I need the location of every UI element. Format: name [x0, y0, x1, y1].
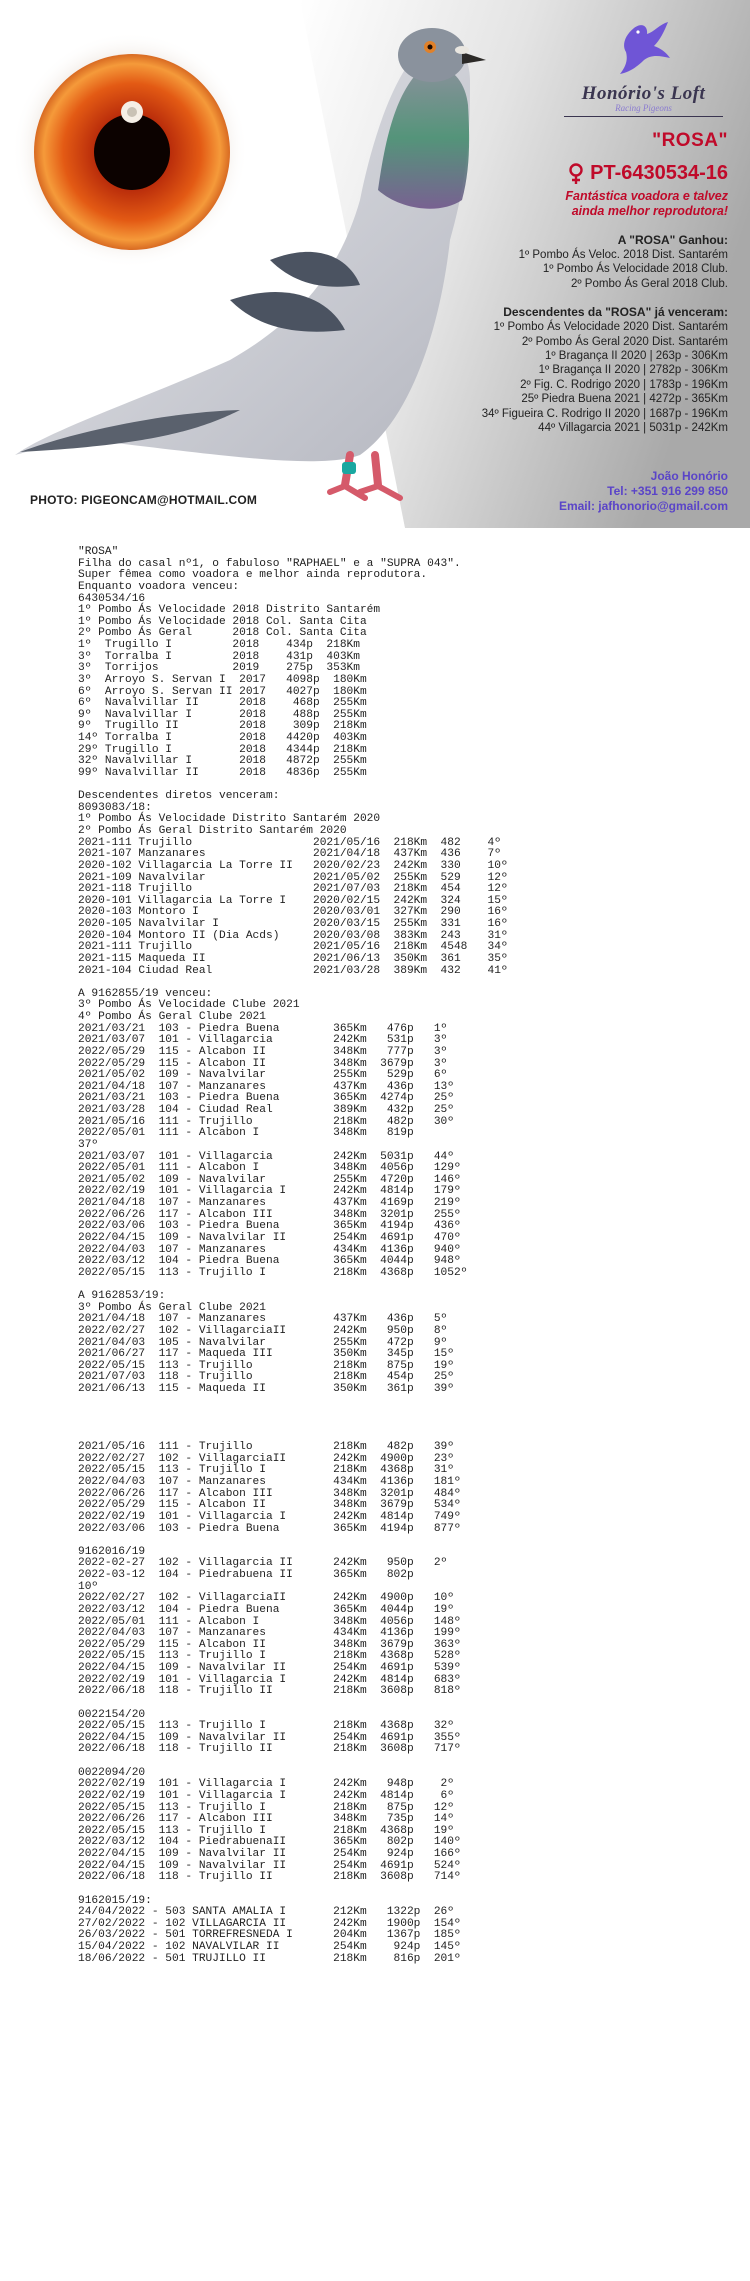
pedigree-line: 2022/04/03 107 - Manzanares 434Km 4136p 199º: [78, 1627, 461, 1640]
descendants-list: [398, 320, 728, 435]
pedigree-line: 14º Torralba I 2018 4420p 403Km: [78, 732, 367, 744]
pedigree-line: 2021-107 Manzanares 2021/04/18 437Km 436 7º: [78, 848, 501, 861]
won-list: [398, 248, 728, 291]
logo-subtitle: Racing Pigeons: [615, 103, 672, 113]
pedigree-line: 2022/02/27 102 - VillagarciaII 242Km 4900p 23º: [78, 1452, 454, 1465]
pedigree-line: 2021/06/13 115 - Maqueda II 350Km 361p 39º: [78, 1383, 454, 1395]
pedigree-line: 0022094/20: [78, 1766, 146, 1779]
pedigree-line: 2021/04/18 107 - Manzanares 437Km 4169p 219º: [78, 1197, 461, 1209]
pedigree-line: 37º: [78, 1138, 99, 1151]
pedigree-line: 2022/03/12 104 - Piedra Buena 365Km 4044p 948º: [78, 1255, 461, 1268]
pedigree-line: 2022/05/01 111 - Alcabon I 348Km 4056p 129º: [78, 1162, 461, 1175]
pedigree-line: 2021/07/03 118 - Trujillo 218Km 454p 25º: [78, 1371, 454, 1384]
pedigree-line: 2021/04/03 105 - Navalvilar 255Km 472p 9º: [78, 1336, 448, 1349]
pedigree-line: 2022/06/26 117 - Alcabon III 348Km 3201p 484º: [78, 1487, 461, 1500]
pedigree-line: 10º: [78, 1580, 99, 1593]
pedigree-line: [78, 1756, 508, 1768]
pedigree-line: 29º Trugillo I 2018 4344p 218Km: [78, 743, 367, 756]
pedigree-line: 2021-118 Trujillo 2021/07/03 218Km 454 12º: [78, 883, 508, 896]
pedigree-line: 2021/03/21 103 - Piedra Buena 365Km 4274p 25º: [78, 1092, 454, 1105]
pedigree-line: 3º Torralba I 2018 431p 403Km: [78, 650, 360, 663]
pedigree-line: 2022/06/26 117 - Alcabon III 348Km 735p 14º: [78, 1813, 454, 1826]
pedigree-line: 2020-104 Montoro II (Dia Acds) 2020/03/08 383Km 243 31º: [78, 929, 508, 942]
ring-number: PT-6430534-16: [590, 162, 728, 184]
pedigree-line: 2022/02/27 102 - VillagarciaII 242Km 4900p 10º: [78, 1592, 454, 1605]
pedigree-line: [78, 1698, 508, 1710]
pedigree-line: Filha do casal nº1, o fabuloso "RAPHAEL" e a "SUPRA 043".: [78, 557, 461, 570]
pedigree-line: 2021-111 Trujillo 2021/05/16 218Km 482 4º: [78, 836, 501, 849]
pedigree-line: 3º Arroyo S. Servan I 2017 4098p 180Km: [78, 673, 367, 686]
pedigree-line: 2022/03/06 103 - Piedra Buena 365Km 4194p 877º: [78, 1522, 461, 1535]
pedigree-line: 4º Pombo Ás Geral Clube 2021: [78, 1011, 266, 1023]
pedigree-line: 2022/04/15 109 - Navalvilar II 254Km 4691p 539º: [78, 1662, 461, 1674]
pedigree-line: 2022/06/18 118 - Trujillo II 218Km 3608p 714º: [78, 1871, 461, 1884]
pedigree-line: 1º Pombo Ás Velocidade 2018 Distrito Santarém: [78, 604, 381, 617]
pedigree-line: 24/04/2022 - 503 SANTA AMALIA I 212Km 1322p 26º: [78, 1906, 454, 1919]
logo-underline: [564, 116, 723, 117]
pedigree-line: [78, 977, 508, 989]
pedigree-line: 2º Pombo Ás Geral Distrito Santarém 2020: [78, 825, 347, 837]
pedigree-line: 2022-02-27 102 - Villagarcia II 242Km 950p 2º: [78, 1557, 448, 1570]
pedigree-line: 2021/03/07 101 - Villagarcia 242Km 5031p 44º: [78, 1150, 454, 1163]
pedigree-line: 2022/02/19 101 - Villagarcia I 242Km 4814p 683º: [78, 1673, 461, 1686]
pedigree-line: 15/04/2022 - 102 NAVALVILAR II 254Km 924p 145º: [78, 1941, 461, 1953]
contact-email: Email: jafhonorio@gmail.com: [558, 499, 728, 513]
pedigree-line: 2020-101 Villagarcia La Torre I 2020/02/15 242Km 324 15º: [78, 894, 508, 907]
pedigree-line: 9162016/19: [78, 1545, 146, 1558]
pedigree-line: Enquanto voadora venceu:: [78, 580, 240, 593]
pedigree-line: [78, 1535, 508, 1547]
pedigree-line: 2021/05/02 109 - Navalvilar 255Km 4720p 146º: [78, 1173, 461, 1186]
pedigree-line: Super fêmea como voadora e melhor ainda reprodutora.: [78, 569, 428, 582]
pedigree-line: 2022/04/03 107 - Manzanares 434Km 4136p 181º: [78, 1476, 461, 1488]
pedigree-line: 2021/06/27 117 - Maqueda III 350Km 345p 15º: [78, 1348, 454, 1361]
pedigree-line: 2022-03-12 104 - Piedrabuena II 365Km 802p: [78, 1569, 414, 1581]
won-line: 1º Pombo Ás Veloc. 2018 Dist. Santarém: [518, 249, 728, 261]
pedigree-line: 2022/02/19 101 - Villagarcia I 242Km 4814p 179º: [78, 1185, 461, 1198]
descendant-line: 44º Villagarcia 2021 | 5031p - 242Km: [538, 422, 728, 435]
pedigree-line: 9º Trugillo II 2018 309p 218Km: [78, 720, 367, 733]
pedigree-line: 2021/05/16 111 - Trujillo 218Km 482p 30º: [78, 1115, 454, 1128]
pedigree-line: 2022/02/19 101 - Villagarcia I 242Km 948p 2º: [78, 1778, 454, 1791]
descendant-line: 2º Pombo Ás Geral 2020 Dist. Santarém: [521, 335, 728, 348]
pedigree-text: [78, 547, 508, 1965]
pedigree-line: 2022/05/15 113 - Trujillo I 218Km 4368p 31º: [78, 1464, 454, 1477]
pedigree-line: 2021/05/16 111 - Trujillo 218Km 482p 39º: [78, 1441, 454, 1454]
tagline-line: Fantástica voadora e talvez: [565, 189, 728, 203]
pedigree-line: 2022/05/29 115 - Alcabon II 348Km 3679p 534º: [78, 1499, 461, 1512]
pedigree-line: 2022/02/19 101 - Villagarcia I 242Km 4814p 6º: [78, 1789, 454, 1802]
contact-name: João Honório: [650, 469, 728, 483]
pedigree-line: 2022/02/19 101 - Villagarcia I 242Km 4814p 749º: [78, 1510, 461, 1523]
pedigree-line: 2022/03/06 103 - Piedra Buena 365Km 4194p 436º: [78, 1220, 461, 1233]
won-line: 1º Pombo Ás Velocidade 2018 Club.: [542, 263, 728, 276]
pedigree-line: 2022/06/18 118 - Trujillo II 218Km 3608p 818º: [78, 1685, 461, 1698]
pedigree-line: 2021/03/21 103 - Piedra Buena 365Km 476p 1º: [78, 1022, 448, 1035]
logo-title: Honório's Loft: [581, 83, 706, 104]
pedigree-line: 6º Navalvillar II 2018 468p 255Km: [78, 697, 367, 710]
pedigree-line: 1º Pombo Ás Velocidade 2018 Col. Santa Cita: [78, 615, 367, 628]
pedigree-line: Descendentes diretos venceram:: [78, 790, 280, 803]
header-card: [0, 0, 750, 528]
pedigree-line: 9º Navalvillar I 2018 488p 255Km: [78, 708, 367, 721]
pedigree-line: 3º Pombo Ás Geral Clube 2021: [78, 1301, 266, 1314]
pedigree-line: 2022/05/01 111 - Alcabon I 348Km 819p: [78, 1127, 414, 1140]
pedigree-line: 2022/05/15 113 - Trujillo 218Km 875p 19º: [78, 1359, 454, 1372]
pedigree-line: 3º Pombo Ás Velocidade Clube 2021: [78, 999, 300, 1012]
ring-line: [398, 162, 728, 185]
pedigree-line: 2º Pombo Ás Geral 2018 Col. Santa Cita: [78, 627, 367, 640]
pedigree-line: 9162015/19:: [78, 1894, 152, 1907]
pedigree-line: 2021-111 Trujillo 2021/05/16 218Km 4548 34º: [78, 941, 508, 954]
pedigree-line: 2022/05/29 115 - Alcabon II 348Km 777p 3º: [78, 1045, 448, 1058]
pedigree-line: 2022/02/27 102 - VillagarciaII 242Km 950p 8º: [78, 1324, 448, 1337]
tagline: [398, 189, 728, 219]
pedigree-line: 2021/03/28 104 - Ciudad Real 389Km 432p 25º: [78, 1104, 454, 1116]
pedigree-line: 2021/04/18 107 - Manzanares 437Km 436p 5º: [78, 1313, 448, 1326]
photo-credit: PHOTO: PIGEONCAM@HOTMAIL.COM: [30, 493, 258, 507]
pedigree-line: 2022/05/15 113 - Trujillo I 218Km 875p 12º: [78, 1801, 454, 1814]
pigeon-name: "ROSA": [652, 130, 728, 151]
pedigree-line: 6º Arroyo S. Servan II 2017 4027p 180Km: [78, 685, 367, 698]
pedigree-line: "ROSA": [78, 546, 119, 558]
pedigree-line: [78, 1884, 508, 1896]
pedigree-line: A 9162853/19:: [78, 1290, 166, 1302]
pedigree-line: 2022/03/12 104 - PiedrabuenaII 365Km 802p 140º: [78, 1836, 461, 1849]
pedigree-line: 2021/03/07 101 - Villagarcia 242Km 531p 3º: [78, 1034, 448, 1047]
pigeon-info: [398, 130, 728, 435]
pedigree-line: 2022/04/15 109 - Navalvilar II 254Km 924p 166º: [78, 1848, 461, 1860]
pedigree-line: 2022/05/15 113 - Trujillo I 218Km 4368p 19º: [78, 1824, 454, 1837]
won-line: 2º Pombo Ás Geral 2018 Club.: [571, 277, 728, 290]
pedigree-line: 1º Pombo Ás Velocidade Distrito Santarém 2020: [78, 813, 381, 826]
pedigree-line: 18/06/2022 - 501 TRUJILLO II 218Km 816p 201º: [78, 1952, 461, 1965]
pedigree-line: 2022/04/15 109 - Navalvilar II 254Km 4691p 355º: [78, 1731, 461, 1744]
descendant-line: 2º Fig. C. Rodrigo 2020 | 1783p - 196Km: [520, 378, 728, 391]
pedigree-line: 2021-109 Navalvilar 2021/05/02 255Km 529 12º: [78, 871, 508, 884]
descendant-line: 1º Bragança II 2020 | 2782p - 306Km: [538, 364, 728, 377]
contact-phone: Tel: +351 916 299 850: [607, 484, 728, 498]
pedigree-line: 2021-104 Ciudad Real 2021/03/28 389Km 432 41º: [78, 964, 508, 977]
pedigree-line: [78, 1419, 508, 1431]
pedigree-line: 2022/05/15 113 - Trujillo I 218Km 4368p 1052º: [78, 1266, 468, 1279]
pedigree-line: 2022/05/15 113 - Trujillo I 218Km 4368p 528º: [78, 1650, 461, 1663]
pedigree-line: 2021/05/02 109 - Navalvilar 255Km 529p 6º: [78, 1069, 448, 1082]
pedigree-line: [78, 1396, 508, 1408]
pedigree-line: 27/02/2022 - 102 VILLAGARCIA II 242Km 1900p 154º: [78, 1917, 461, 1930]
pedigree-line: 8093083/18:: [78, 801, 152, 814]
won-heading: A "ROSA" Ganhou:: [617, 233, 728, 247]
descendant-line: 1º Pombo Ás Velocidade 2020 Dist. Santarém: [493, 321, 728, 334]
pedigree-line: 2022/05/29 115 - Alcabon II 348Km 3679p 3º: [78, 1057, 448, 1070]
pigeon-logo-icon: [614, 20, 674, 76]
logo: [556, 20, 731, 117]
contact-block: [559, 469, 728, 514]
descendant-line: 1º Bragança II 2020 | 263p - 306Km: [544, 350, 728, 363]
female-symbol-icon: [568, 163, 584, 185]
pedigree-line: 2022/04/03 107 - Manzanares 434Km 4136p 940º: [78, 1243, 461, 1256]
pedigree-line: 2022/04/15 109 - Navalvilar II 254Km 4691p 470º: [78, 1231, 461, 1244]
pedigree-line: 99º Navalvillar II 2018 4836p 255Km: [78, 766, 367, 779]
pedigree-line: 2022/04/15 109 - Navalvilar II 254Km 4691p 524º: [78, 1859, 461, 1872]
descendant-line: 25º Piedra Buena 2021 | 4272p - 365Km: [521, 393, 728, 406]
pedigree-line: 2022/05/15 113 - Trujillo I 218Km 4368p 32º: [78, 1720, 454, 1733]
tagline-line: ainda melhor reprodutora!: [571, 204, 728, 218]
pedigree-line: 2021/04/18 107 - Manzanares 437Km 436p 13º: [78, 1080, 454, 1093]
pedigree-line: 2020-102 Villagarcia La Torre II 2020/02/23 242Km 330 10º: [78, 859, 508, 872]
pedigree-line: 2020-103 Montoro I 2020/03/01 327Km 290 16º: [78, 906, 508, 919]
pedigree-line: 2022/06/18 118 - Trujillo II 218Km 3608p 717º: [78, 1743, 461, 1756]
pedigree-line: 3º Torrijos 2019 275p 353Km: [78, 662, 360, 675]
pedigree-line: 0022154/20: [78, 1708, 146, 1721]
pedigree-line: 6430534/16: [78, 592, 146, 605]
pedigree-line: A 9162855/19 venceu:: [78, 987, 213, 1000]
pedigree-line: 2022/03/12 104 - Piedra Buena 365Km 4044p 19º: [78, 1603, 454, 1616]
pedigree-line: 26/03/2022 - 501 TORREFRESNEDA I 204Km 1367p 185º: [78, 1929, 461, 1942]
pedigree-line: [78, 1407, 508, 1419]
pedigree-line: 32º Navalvillar I 2018 4872p 255Km: [78, 755, 367, 768]
pedigree-line: 1º Trugillo I 2018 434p 218Km: [78, 639, 360, 651]
pedigree-line: 2022/05/29 115 - Alcabon II 348Km 3679p 363º: [78, 1638, 461, 1651]
pedigree-line: 2021-115 Maqueda II 2021/06/13 350Km 361 35º: [78, 952, 508, 965]
pedigree-line: 2022/06/26 117 - Alcabon III 348Km 3201p 255º: [78, 1208, 461, 1221]
descendants-heading: Descendentes da "ROSA" já venceram:: [503, 305, 728, 320]
pedigree-line: 2020-105 Navalvilar I 2020/03/15 255Km 331 16º: [78, 918, 508, 930]
descendant-line: 34º Figueira C. Rodrigo II 2020 | 1687p - 196Km: [481, 407, 728, 420]
pedigree-line: 2022/05/01 111 - Alcabon I 348Km 4056p 148º: [78, 1615, 461, 1628]
